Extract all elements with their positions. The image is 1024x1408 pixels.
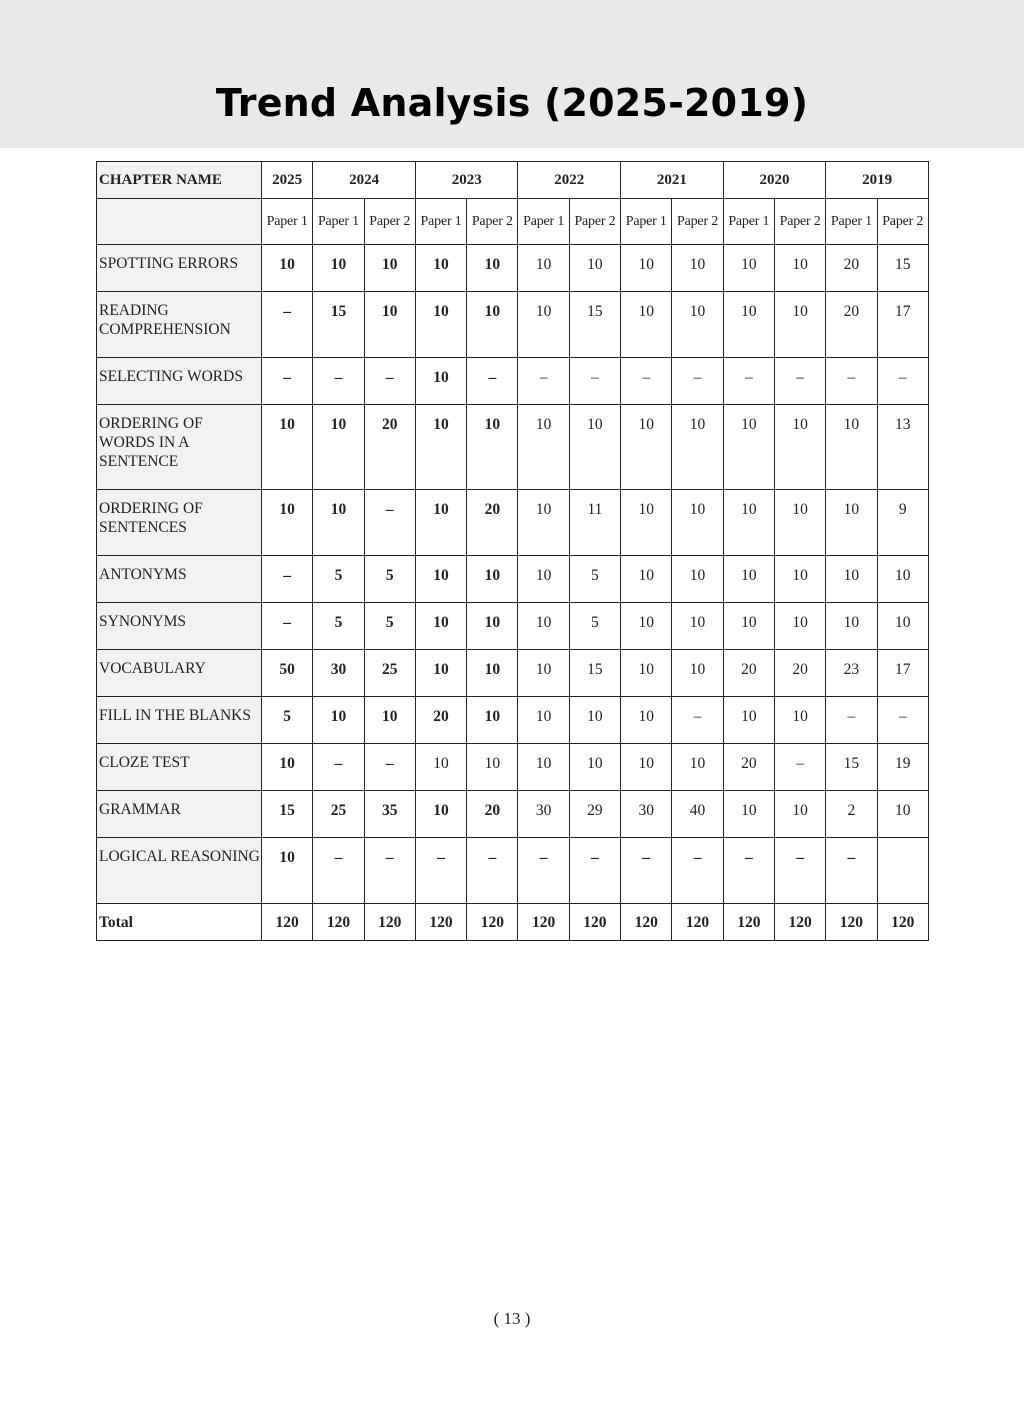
paper-header: Paper 2 xyxy=(569,199,620,245)
value-cell: – xyxy=(774,838,825,904)
value-cell: 10 xyxy=(262,490,313,556)
table-row xyxy=(97,603,929,650)
value-cell: – xyxy=(826,697,877,744)
value-cell: 10 xyxy=(672,603,723,650)
value-cell: 40 xyxy=(672,791,723,838)
paper-header: Paper 2 xyxy=(877,199,928,245)
total-value-cell: 120 xyxy=(364,904,415,941)
paper-header: Paper 1 xyxy=(826,199,877,245)
table-row xyxy=(97,838,929,904)
value-cell: 17 xyxy=(877,292,928,358)
value-cell: 10 xyxy=(826,556,877,603)
blank-header-cell xyxy=(97,199,262,245)
value-cell: 10 xyxy=(672,292,723,358)
chapter-name-cell: READING COMPREHENSION xyxy=(97,292,262,358)
value-cell: 30 xyxy=(621,791,672,838)
value-cell: 20 xyxy=(723,650,774,697)
chapter-name-cell: SPOTTING ERRORS xyxy=(97,245,262,292)
value-cell: 20 xyxy=(774,650,825,697)
chapter-name-cell: ORDERING OF WORDS IN A SENTENCE xyxy=(97,405,262,490)
value-cell: 10 xyxy=(313,697,364,744)
value-cell: 10 xyxy=(415,650,466,697)
page-title: Trend Analysis (2025-2019) xyxy=(215,81,809,125)
value-cell: – xyxy=(313,744,364,791)
value-cell: – xyxy=(774,744,825,791)
value-cell: 9 xyxy=(877,490,928,556)
value-cell: 10 xyxy=(518,650,569,697)
total-value-cell: 120 xyxy=(826,904,877,941)
value-cell: 10 xyxy=(569,405,620,490)
value-cell: 20 xyxy=(826,245,877,292)
total-value-cell: 120 xyxy=(774,904,825,941)
value-cell: 10 xyxy=(364,292,415,358)
value-cell: 5 xyxy=(262,697,313,744)
value-cell: 10 xyxy=(518,603,569,650)
value-cell: 15 xyxy=(569,650,620,697)
year-header: 2019 xyxy=(826,162,929,199)
value-cell: – xyxy=(262,292,313,358)
value-cell: 10 xyxy=(621,744,672,791)
year-header: 2025 xyxy=(262,162,313,199)
value-cell: 15 xyxy=(877,245,928,292)
value-cell: 10 xyxy=(621,603,672,650)
value-cell: 10 xyxy=(262,744,313,791)
value-cell: 10 xyxy=(774,556,825,603)
value-cell: 10 xyxy=(672,490,723,556)
paper-header: Paper 1 xyxy=(262,199,313,245)
value-cell: 10 xyxy=(723,245,774,292)
value-cell: 29 xyxy=(569,791,620,838)
value-cell: 10 xyxy=(774,245,825,292)
table-row xyxy=(97,650,929,697)
value-cell: – xyxy=(364,838,415,904)
value-cell: 5 xyxy=(569,556,620,603)
value-cell: 10 xyxy=(262,405,313,490)
table-row xyxy=(97,744,929,791)
value-cell: 5 xyxy=(364,556,415,603)
value-cell: 35 xyxy=(364,791,415,838)
value-cell: – xyxy=(774,358,825,405)
value-cell: – xyxy=(467,358,518,405)
value-cell: 30 xyxy=(313,650,364,697)
value-cell: 10 xyxy=(262,838,313,904)
value-cell: 10 xyxy=(415,358,466,405)
total-value-cell: 120 xyxy=(518,904,569,941)
paper-header: Paper 1 xyxy=(723,199,774,245)
value-cell: 10 xyxy=(672,556,723,603)
value-cell: 5 xyxy=(313,556,364,603)
value-cell: 10 xyxy=(621,245,672,292)
total-value-cell: 120 xyxy=(672,904,723,941)
value-cell: – xyxy=(877,358,928,405)
chapter-name-cell: FILL IN THE BLANKS xyxy=(97,697,262,744)
value-cell: 10 xyxy=(364,245,415,292)
value-cell: 10 xyxy=(774,405,825,490)
value-cell: 10 xyxy=(774,292,825,358)
value-cell: 10 xyxy=(415,791,466,838)
paper-header: Paper 1 xyxy=(518,199,569,245)
value-cell: 5 xyxy=(313,603,364,650)
total-value-cell: 120 xyxy=(621,904,672,941)
value-cell: – xyxy=(518,838,569,904)
total-row xyxy=(97,904,929,941)
table-row xyxy=(97,358,929,405)
value-cell: – xyxy=(723,838,774,904)
year-header: 2020 xyxy=(723,162,826,199)
value-cell: 10 xyxy=(774,697,825,744)
year-header: 2021 xyxy=(621,162,724,199)
value-cell: 10 xyxy=(518,697,569,744)
value-cell: 17 xyxy=(877,650,928,697)
total-value-cell: 120 xyxy=(262,904,313,941)
value-cell: 10 xyxy=(467,697,518,744)
value-cell: 2 xyxy=(826,791,877,838)
value-cell: 10 xyxy=(877,791,928,838)
value-cell: 10 xyxy=(569,744,620,791)
value-cell: – xyxy=(518,358,569,405)
value-cell: – xyxy=(262,603,313,650)
table-row xyxy=(97,697,929,744)
value-cell: 5 xyxy=(364,603,415,650)
value-cell: 10 xyxy=(723,556,774,603)
total-label: Total xyxy=(97,904,262,941)
value-cell: – xyxy=(262,358,313,405)
value-cell: 10 xyxy=(313,490,364,556)
value-cell: 10 xyxy=(621,650,672,697)
value-cell: 10 xyxy=(415,603,466,650)
value-cell: 10 xyxy=(467,603,518,650)
value-cell: 10 xyxy=(723,405,774,490)
value-cell: 20 xyxy=(364,405,415,490)
year-header-row xyxy=(97,162,929,199)
value-cell: 10 xyxy=(826,490,877,556)
value-cell: – xyxy=(672,838,723,904)
paper-header: Paper 2 xyxy=(774,199,825,245)
value-cell: 25 xyxy=(313,791,364,838)
table-row xyxy=(97,791,929,838)
paper-header: Paper 2 xyxy=(467,199,518,245)
value-cell xyxy=(877,838,928,904)
value-cell: – xyxy=(262,556,313,603)
paper-header-row xyxy=(97,199,929,245)
value-cell: 20 xyxy=(415,697,466,744)
value-cell: 10 xyxy=(415,245,466,292)
value-cell: 10 xyxy=(518,490,569,556)
total-value-cell: 120 xyxy=(313,904,364,941)
value-cell: 10 xyxy=(877,603,928,650)
value-cell: 10 xyxy=(723,603,774,650)
value-cell: 20 xyxy=(467,490,518,556)
value-cell: 10 xyxy=(415,405,466,490)
value-cell: 10 xyxy=(621,292,672,358)
value-cell: 10 xyxy=(877,556,928,603)
value-cell: 10 xyxy=(518,292,569,358)
chapter-name-cell: CLOZE TEST xyxy=(97,744,262,791)
chapter-name-cell: SYNONYMS xyxy=(97,603,262,650)
chapter-name-cell: ORDERING OF SENTENCES xyxy=(97,490,262,556)
value-cell: 19 xyxy=(877,744,928,791)
value-cell: 10 xyxy=(672,744,723,791)
value-cell: 15 xyxy=(313,292,364,358)
value-cell: 10 xyxy=(518,744,569,791)
value-cell: – xyxy=(313,838,364,904)
value-cell: 10 xyxy=(774,791,825,838)
value-cell: 10 xyxy=(467,405,518,490)
value-cell: 10 xyxy=(826,405,877,490)
table-row xyxy=(97,490,929,556)
value-cell: 15 xyxy=(826,744,877,791)
value-cell: – xyxy=(723,358,774,405)
paper-header: Paper 1 xyxy=(415,199,466,245)
value-cell: 20 xyxy=(723,744,774,791)
value-cell: 10 xyxy=(364,697,415,744)
value-cell: 10 xyxy=(467,245,518,292)
value-cell: – xyxy=(672,358,723,405)
value-cell: 10 xyxy=(672,245,723,292)
value-cell: 10 xyxy=(518,556,569,603)
value-cell: – xyxy=(364,490,415,556)
paper-header: Paper 2 xyxy=(364,199,415,245)
value-cell: 5 xyxy=(569,603,620,650)
value-cell: 10 xyxy=(518,405,569,490)
chapter-name-header: CHAPTER NAME xyxy=(97,162,262,199)
chapter-name-cell: SELECTING WORDS xyxy=(97,358,262,405)
value-cell: – xyxy=(569,358,620,405)
value-cell: 10 xyxy=(621,556,672,603)
chapter-name-cell: GRAMMAR xyxy=(97,791,262,838)
total-value-cell: 120 xyxy=(877,904,928,941)
value-cell: 10 xyxy=(415,292,466,358)
table-row xyxy=(97,292,929,358)
value-cell: 10 xyxy=(415,744,466,791)
value-cell: 10 xyxy=(415,556,466,603)
value-cell: – xyxy=(672,697,723,744)
value-cell: 10 xyxy=(621,405,672,490)
year-header: 2023 xyxy=(415,162,518,199)
value-cell: 10 xyxy=(467,292,518,358)
chapter-name-cell: LOGICAL REASONING xyxy=(97,838,262,904)
value-cell: 10 xyxy=(415,490,466,556)
value-cell: 10 xyxy=(774,490,825,556)
value-cell: 15 xyxy=(262,791,313,838)
chapter-name-cell: ANTONYMS xyxy=(97,556,262,603)
page-number: ( 13 ) xyxy=(493,1309,531,1328)
value-cell: 10 xyxy=(467,556,518,603)
value-cell: 10 xyxy=(672,650,723,697)
paper-header: Paper 1 xyxy=(621,199,672,245)
value-cell: 20 xyxy=(826,292,877,358)
total-value-cell: 120 xyxy=(467,904,518,941)
value-cell: 10 xyxy=(518,245,569,292)
value-cell: 10 xyxy=(723,490,774,556)
value-cell: 10 xyxy=(774,603,825,650)
value-cell: – xyxy=(569,838,620,904)
value-cell: 23 xyxy=(826,650,877,697)
total-value-cell: 120 xyxy=(569,904,620,941)
value-cell: 10 xyxy=(313,245,364,292)
year-header: 2022 xyxy=(518,162,621,199)
value-cell: 10 xyxy=(621,697,672,744)
table-row xyxy=(97,556,929,603)
value-cell: 10 xyxy=(826,603,877,650)
value-cell: 15 xyxy=(569,292,620,358)
value-cell: 10 xyxy=(569,245,620,292)
value-cell: – xyxy=(467,838,518,904)
value-cell: 10 xyxy=(569,697,620,744)
paper-header: Paper 2 xyxy=(672,199,723,245)
value-cell: – xyxy=(826,358,877,405)
value-cell: – xyxy=(415,838,466,904)
value-cell: – xyxy=(826,838,877,904)
value-cell: 10 xyxy=(467,744,518,791)
value-cell: 10 xyxy=(621,490,672,556)
value-cell: 10 xyxy=(723,697,774,744)
year-header: 2024 xyxy=(313,162,416,199)
value-cell: 13 xyxy=(877,405,928,490)
value-cell: 11 xyxy=(569,490,620,556)
value-cell: – xyxy=(364,358,415,405)
trend-table xyxy=(96,161,929,941)
value-cell: – xyxy=(621,838,672,904)
total-value-cell: 120 xyxy=(415,904,466,941)
value-cell: – xyxy=(877,697,928,744)
value-cell: – xyxy=(313,358,364,405)
value-cell: 10 xyxy=(262,245,313,292)
paper-header: Paper 1 xyxy=(313,199,364,245)
value-cell: 50 xyxy=(262,650,313,697)
value-cell: 10 xyxy=(723,292,774,358)
value-cell: 20 xyxy=(467,791,518,838)
total-value-cell: 120 xyxy=(723,904,774,941)
value-cell: 10 xyxy=(723,791,774,838)
table-row xyxy=(97,405,929,490)
chapter-name-cell: VOCABULARY xyxy=(97,650,262,697)
value-cell: – xyxy=(621,358,672,405)
value-cell: 30 xyxy=(518,791,569,838)
value-cell: – xyxy=(364,744,415,791)
value-cell: 10 xyxy=(467,650,518,697)
value-cell: 10 xyxy=(672,405,723,490)
value-cell: 25 xyxy=(364,650,415,697)
table-row xyxy=(97,245,929,292)
value-cell: 10 xyxy=(313,405,364,490)
